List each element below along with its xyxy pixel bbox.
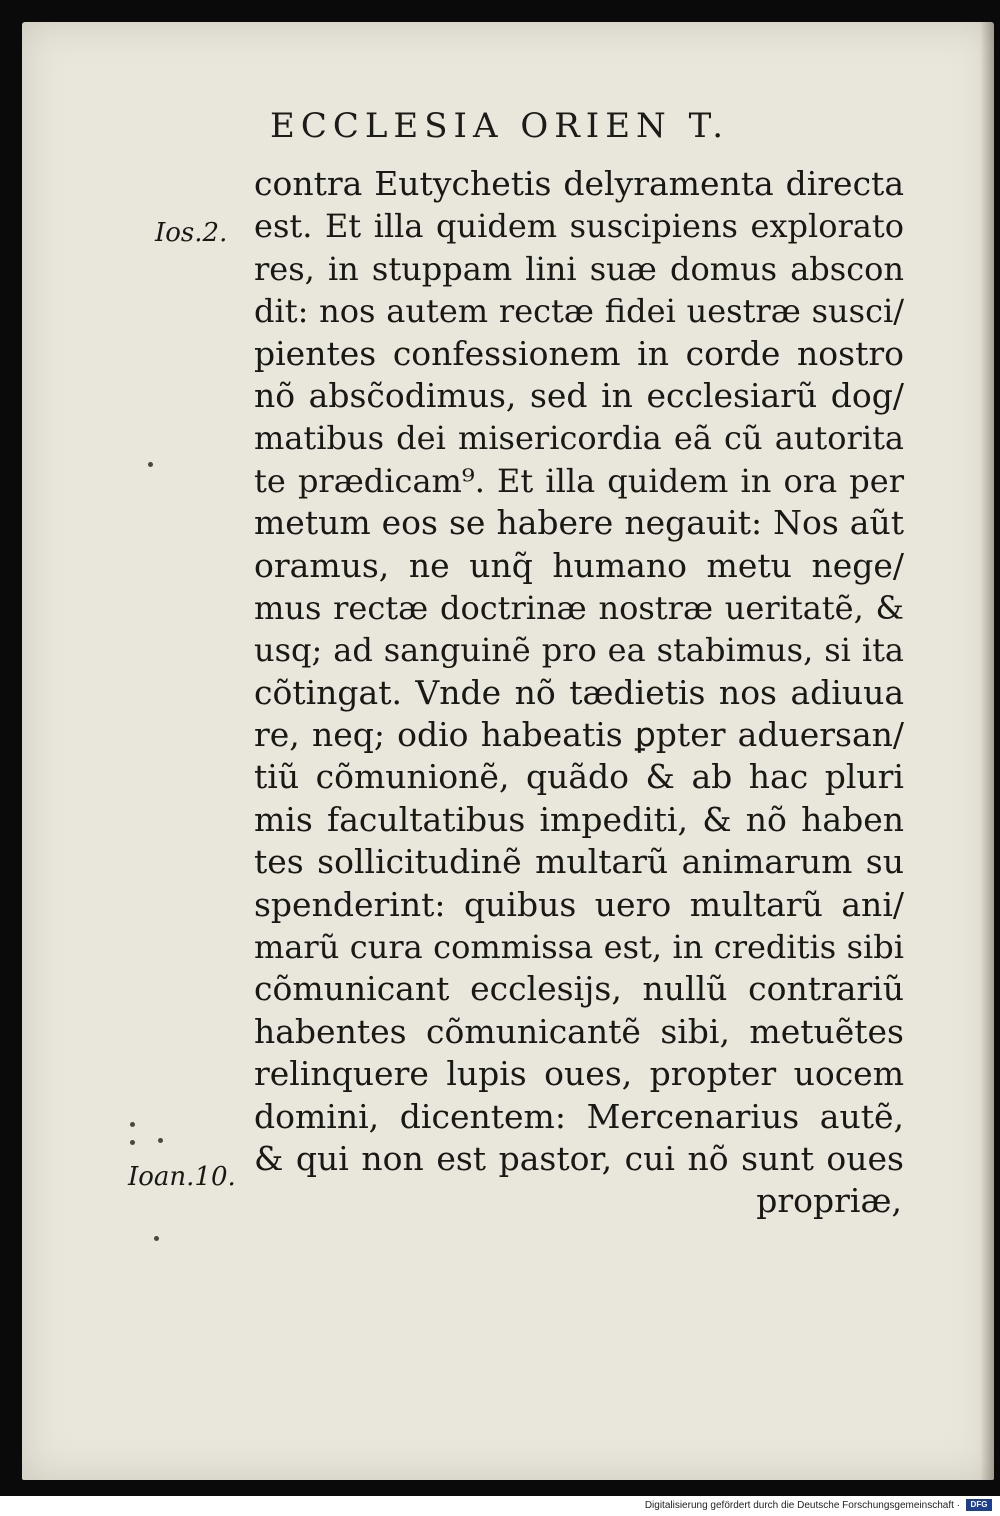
text-line: pientes confessionem in corde nostro — [254, 333, 904, 373]
margin-speck — [130, 1122, 135, 1127]
text-line: mis facultatibus impediti, & nõ haben — [254, 799, 904, 839]
text-line: spenderint: quibus uero multarũ ani/ — [254, 884, 904, 924]
text-line: te prædicam⁹. Et illa quidem in ora per — [254, 461, 904, 500]
text-line: mus rectæ doctrinæ nostræ ueritatẽ, & — [254, 588, 904, 627]
margin-speck — [158, 1138, 163, 1143]
text-line: marũ cura commissa est, in creditis sibi — [254, 928, 904, 967]
text-line: metum eos se habere negauit: Nos aũt — [254, 503, 904, 543]
text-line: nõ absc̃odimus, sed in ecclesiarũ dog/ — [254, 375, 904, 415]
text-line: domini, dicentem: Mercenarius autẽ, — [254, 1096, 904, 1136]
text-line: & qui non est pastor, cui nõ sunt oues — [254, 1138, 904, 1178]
text-line: matibus dei misericordia eã cũ autorita — [254, 419, 904, 458]
text-line: relinquere lupis oues, propter uocem — [254, 1054, 904, 1094]
text-line: propriæ, — [756, 1181, 902, 1221]
text-line: tes sollicitudinẽ multarũ animarum su — [254, 842, 904, 882]
text-line: usq; ad sanguinẽ pro ea stabimus, si ita — [254, 631, 904, 670]
text-line: cõmunicant ecclesijs, nullũ contrariũ — [254, 969, 904, 1009]
text-line: habentes cõmunicantẽ sibi, metuẽtes — [254, 1011, 904, 1051]
margin-speck — [130, 1140, 135, 1145]
margin-speck — [154, 1236, 159, 1241]
page-edge-shadow — [980, 22, 994, 1480]
text-line: re, neq; odio habeatis ꝑpter aduersan/ — [254, 715, 904, 755]
text-line: res, in stuppam lini suæ domus abscon — [254, 249, 904, 288]
text-line: contra Eutychetis delyramenta directa — [254, 164, 904, 203]
text-line: tiũ cõmunionẽ, quãdo & ab hac pluri — [254, 757, 904, 797]
text-line: est. Et illa quidem suscipiens explorato — [254, 207, 904, 246]
text-line: dit: nos autem rectæ fidei uestræ susci/ — [254, 292, 904, 331]
text-line: oramus, ne unq̃ humano metu nege/ — [254, 545, 904, 585]
margin-speck — [148, 462, 153, 467]
running-head: ECCLESIA ORIEN T. — [270, 106, 730, 146]
text-line: cõtingat. Vnde nõ tædietis nos adiuua — [254, 672, 904, 712]
marginal-note-ioan: Ioan.10. — [128, 1162, 236, 1192]
body-text — [254, 163, 904, 1223]
dfg-logo: DFG — [966, 1499, 992, 1511]
funding-credit: Digitalisierung gefördert durch die Deutsche Forschungsgemeinschaft · — [644, 1500, 960, 1511]
marginal-note-ios: Ios.2. — [155, 218, 228, 248]
